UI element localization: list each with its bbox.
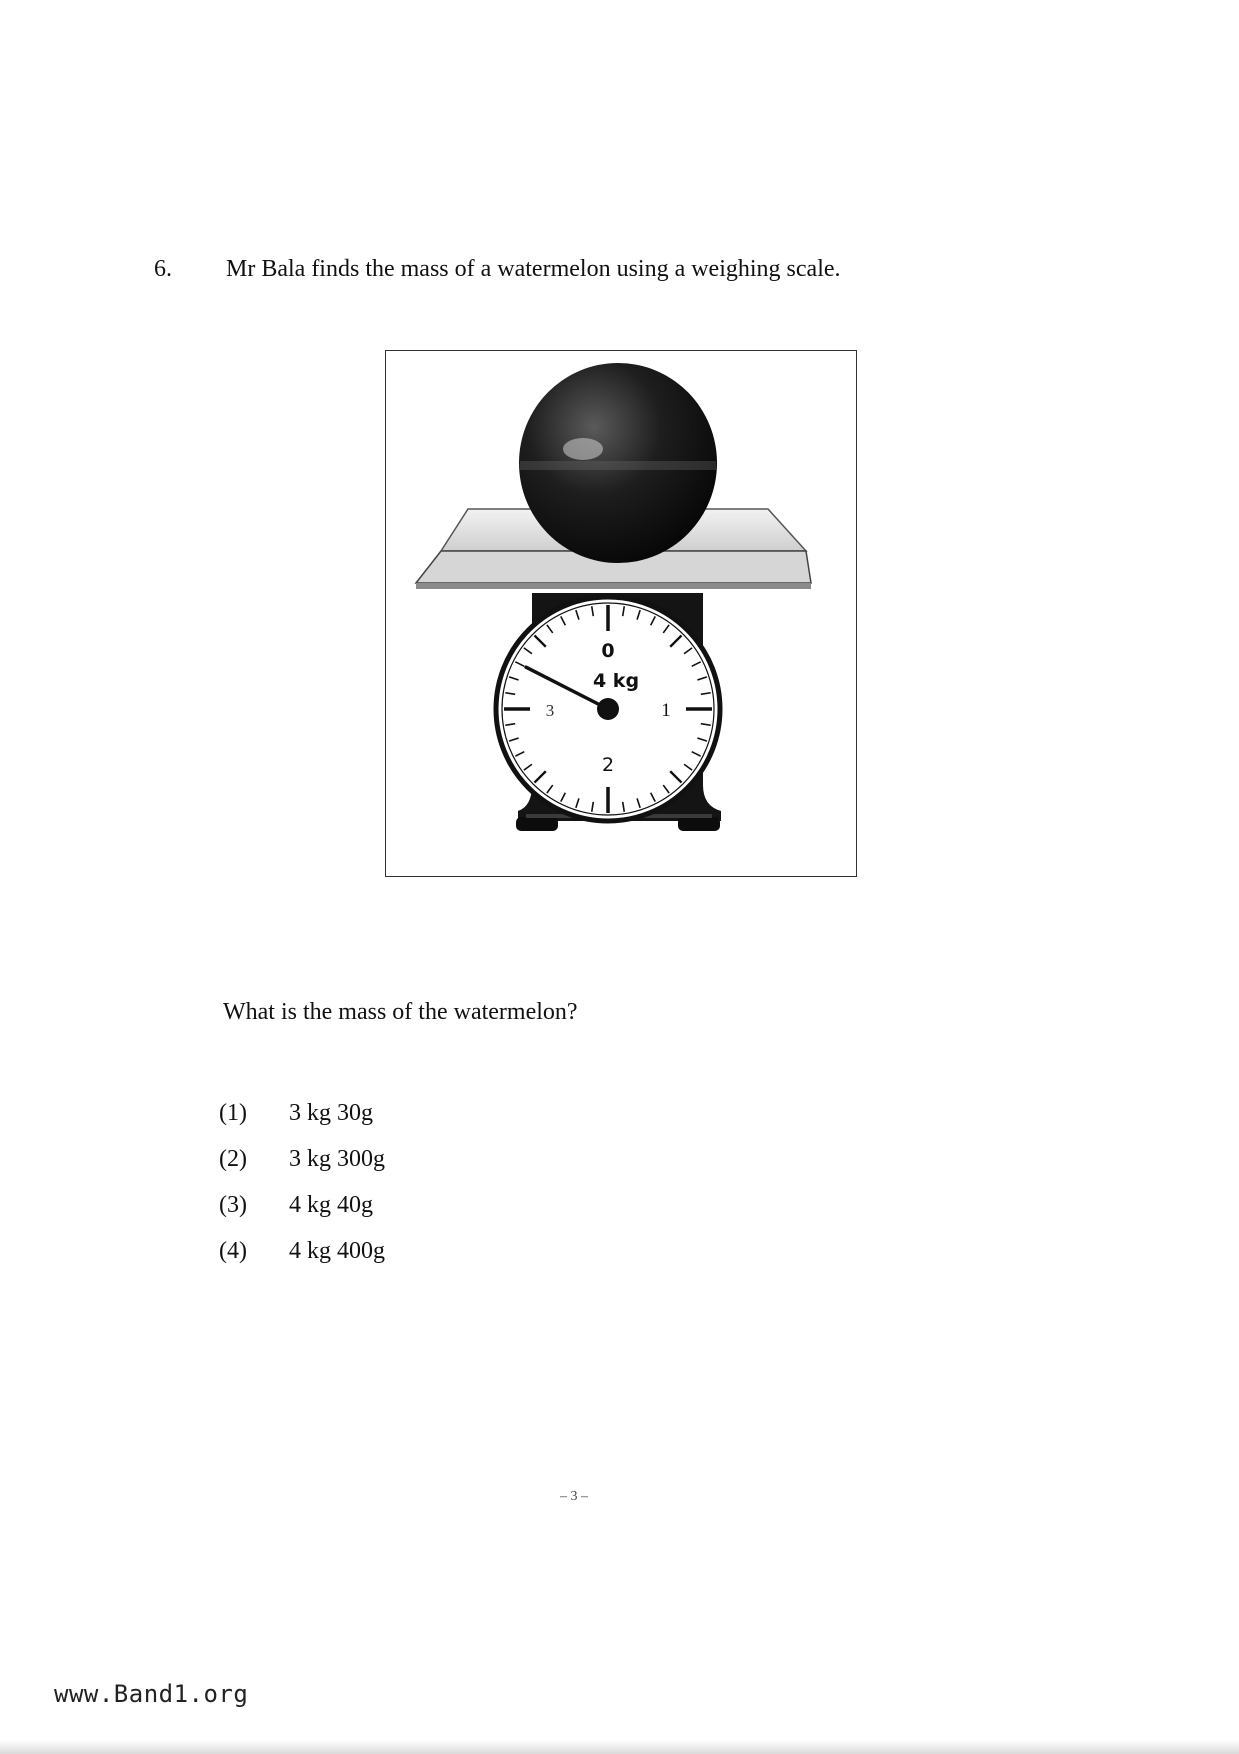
option-text: 4 kg 40g: [289, 1191, 373, 1218]
question-stem: Mr Bala finds the mass of a watermelon using a weighing scale.: [226, 256, 841, 282]
weighing-scale-figure: [385, 350, 857, 877]
site-watermark: www.Band1.org: [54, 1680, 249, 1708]
scale-dial: [496, 597, 720, 821]
option-number: (1): [219, 1099, 247, 1126]
option-text: 3 kg 300g: [289, 1145, 385, 1172]
option-2: [219, 1136, 385, 1182]
option-1: [219, 1090, 385, 1136]
option-3: [219, 1182, 385, 1228]
dial-pivot: [597, 698, 619, 720]
watermelon-shine: [563, 438, 603, 460]
weighing-scale-illustration: [386, 351, 855, 875]
question-prompt: What is the mass of the watermelon?: [223, 999, 578, 1025]
scale-foot-right: [678, 817, 720, 831]
option-number: (4): [219, 1237, 247, 1264]
dial-label-left: 3: [545, 701, 555, 720]
watermelon-band: [520, 461, 716, 470]
option-text: 4 kg 400g: [289, 1237, 385, 1264]
dial-label-top: 0: [601, 640, 615, 662]
scale-foot-left: [516, 817, 558, 831]
scale-tray-rim: [416, 583, 811, 589]
question-number: 6.: [154, 256, 172, 282]
option-number: (3): [219, 1191, 247, 1218]
option-4: [219, 1228, 385, 1274]
dial-label-bottom: 2: [601, 754, 615, 776]
dial-label-right: 1: [661, 700, 671, 721]
scan-edge-shadow: [0, 1740, 1239, 1754]
option-text: 3 kg 30g: [289, 1099, 373, 1126]
answer-options: [219, 1090, 385, 1274]
page-number: – 3 –: [560, 1489, 588, 1504]
dial-label-unit: 4 kg: [592, 670, 640, 692]
option-number: (2): [219, 1145, 247, 1172]
